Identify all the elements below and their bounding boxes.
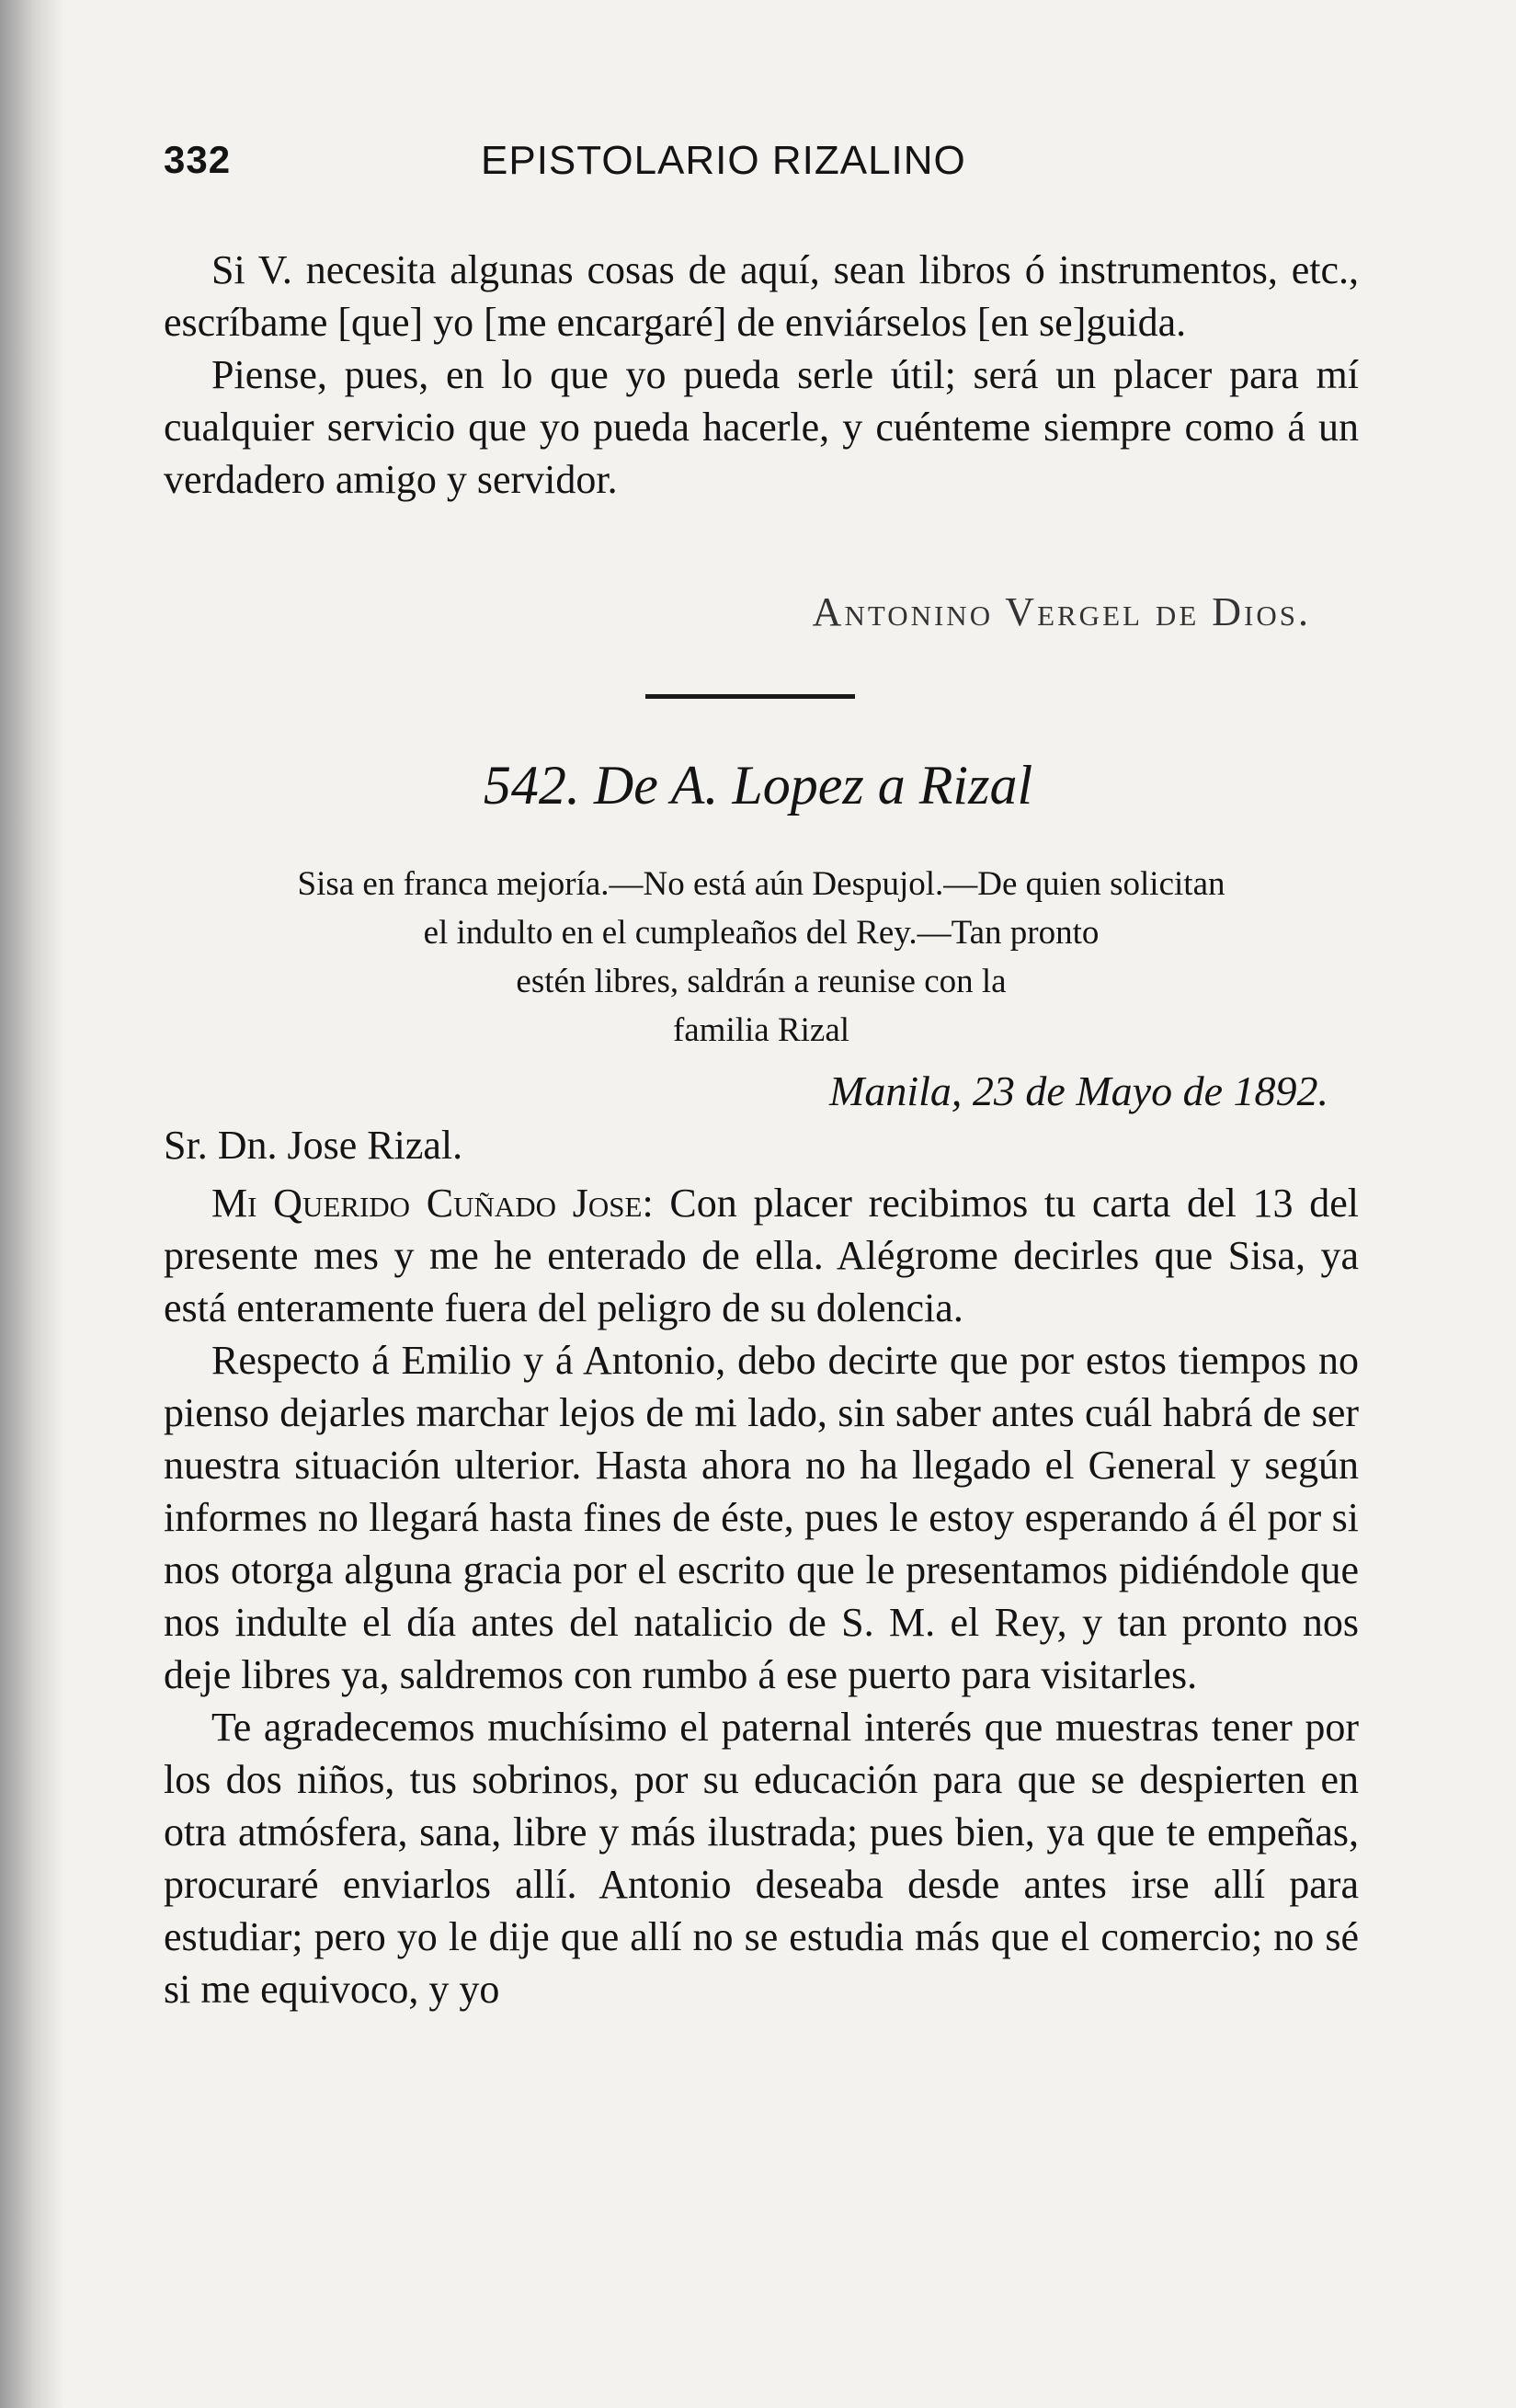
- previous-letter-paragraph-1: Si V. necesita algunas cosas de aquí, sean libros ó instrumentos, etc., escríbame [que] yo [me encargaré] de enviárselos [en se]guida.: [164, 247, 1359, 345]
- salutation: Mi Querido Cuñado Jose:: [211, 1181, 654, 1226]
- letter-title: 542. De A. Lopez a Rizal: [483, 755, 1033, 816]
- previous-letter-ending: [164, 244, 1359, 506]
- letter-summary: [164, 860, 1359, 1055]
- summary-line: estén libres, saldrán a reunise con la: [516, 963, 1007, 1000]
- place-date: Manila, 23 de Mayo de 1892.: [829, 1067, 1328, 1114]
- previous-letter-paragraph-2: Piense, pues, en lo que yo pueda serle útil; será un placer para mí cualquier servicio que yo pueda hacerle, y cuénteme siempre como á un verdadero amigo y servidor.: [164, 352, 1359, 502]
- letter-body: [164, 1177, 1359, 2015]
- letter-paragraph-1: Con placer recibimos tu carta del 13 del presente mes y me he enterado de ella. Alégrome decirles que Sisa, ya está enteramente fuera del peligro de su dolencia.: [164, 1181, 1360, 1330]
- letter-paragraph-3: Te agradecemos muchísimo el paternal interés que muestras tener por los dos niños, tus sobrinos, por su educación para que se despierten en otra atmósfera, sana, libre y más ilustrada; pues bien, ya que te empeñas, procuraré enviarlos allí. Antonio deseaba desde antes irse allí para estudiar; pero yo le dije que allí no se estudia más que el comercio; no sé si me equivoco, y yo: [164, 1705, 1359, 2012]
- page-edge-shadow: [0, 0, 64, 2408]
- summary-line: Sisa en franca mejoría.—No está aún Despujol.—De quien solicitan: [297, 865, 1225, 903]
- summary-line: el indulto en el cumpleaños del Rey.—Tan pronto: [423, 914, 1100, 952]
- page-number: 332: [164, 138, 232, 181]
- letter-paragraph-2: Respecto á Emilio y á Antonio, debo decirte que por estos tiempos no pienso dejarles marchar lejos de mi lado, sin saber antes cuál habrá de ser nuestra situación ulterior. Hasta ahora no ha llegado el General y según informes no llegará hasta fines de éste, pues le estoy esperando á él por si nos otorga alguna gracia por el escrito que le presentamos pidiéndole que nos indulte el día antes del natalicio de S. M. el Rey, y tan pronto nos deje libres ya, saldremos con rumbo á ese puerto para visitarles.: [164, 1338, 1359, 1697]
- page-header: [164, 138, 1359, 202]
- addressee: Sr. Dn. Jose Rizal.: [164, 1123, 463, 1168]
- running-head: EPISTOLARIO RIZALINO: [481, 138, 966, 183]
- signature: Antonino Vergel de Dios.: [812, 589, 1311, 634]
- summary-line: familia Rizal: [672, 1011, 850, 1049]
- section-divider: [645, 694, 855, 699]
